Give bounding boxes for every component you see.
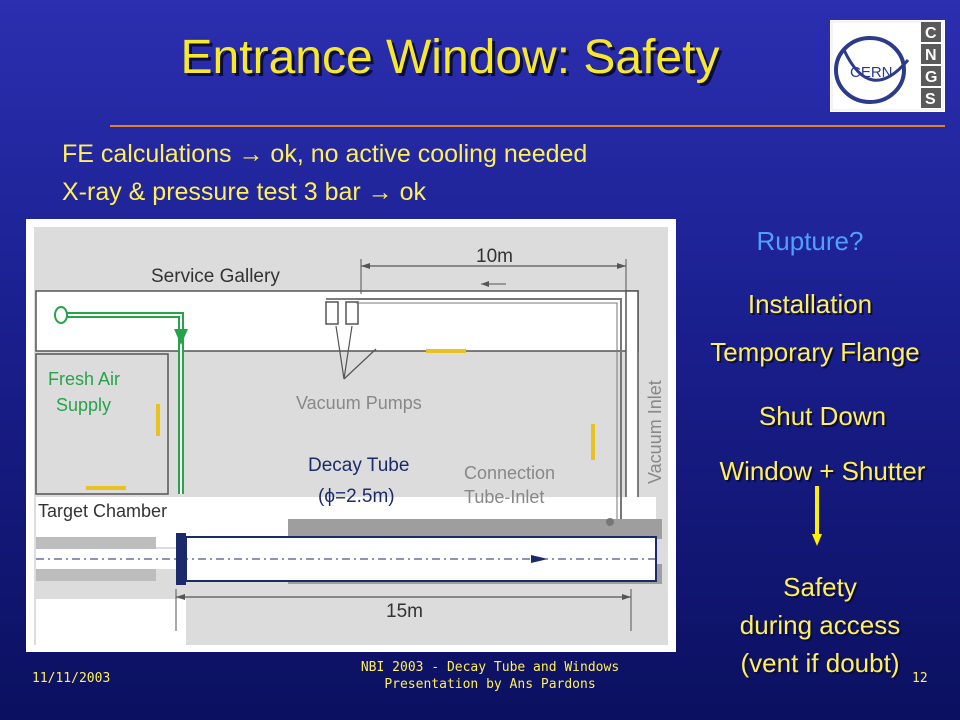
label-target-chamber: Target Chamber (38, 501, 168, 521)
bullet-xray-test: X-ray & pressure test 3 bar → ok (62, 178, 427, 206)
footer-event: NBI 2003 - Decay Tube and Windows (360, 660, 620, 675)
label-vacuum-inlet: Vacuum Inlet (645, 380, 665, 484)
label-decay-tube-diameter: (ϕ=2.5m) (318, 486, 395, 507)
label-fresh-air-supply: Supply (56, 395, 112, 415)
footer-presenter: Presentation by Ans Pardons (384, 677, 596, 692)
cern-logo-text: CERN (850, 64, 893, 81)
safety-label-line1: Safety (783, 572, 857, 602)
label-service-gallery: Service Gallery (151, 266, 280, 287)
label-vacuum-pumps: Vacuum Pumps (296, 393, 422, 413)
title-divider (110, 125, 945, 127)
slide-number: 12 (912, 671, 928, 686)
label-length-top: 10m (476, 246, 513, 267)
logo-letter-s: S (925, 91, 936, 108)
logo-letter-c: C (925, 25, 937, 42)
window-shutter-label: Window + Shutter (719, 456, 926, 486)
down-arrow-icon (812, 486, 822, 546)
slide-title: Entrance Window: Safety (180, 31, 720, 84)
safety-label-line2: during access (739, 610, 901, 640)
temporary-flange-label: Temporary Flange (710, 337, 920, 367)
rupture-label: Rupture? (756, 226, 864, 256)
label-tube-inlet: Tube-Inlet (464, 487, 545, 507)
shut-down-label: Shut Down (758, 401, 887, 431)
cern-cngs-logo (830, 20, 945, 112)
footer-date: 11/11/2003 (32, 671, 111, 686)
label-decay-tube: Decay Tube (308, 455, 410, 476)
logo-letter-n: N (925, 47, 937, 64)
label-connection: Connection (464, 463, 556, 483)
label-length-bottom: 15m (386, 601, 423, 622)
installation-label: Installation (747, 289, 873, 319)
bullet-fe-calculations: FE calculations → ok, no active cooling needed (62, 140, 588, 168)
logo-letter-g: G (925, 69, 938, 86)
tunnel-diagram (26, 219, 676, 652)
safety-label-line3: (vent if doubt) (740, 648, 900, 678)
label-fresh-air: Fresh Air (48, 369, 121, 389)
